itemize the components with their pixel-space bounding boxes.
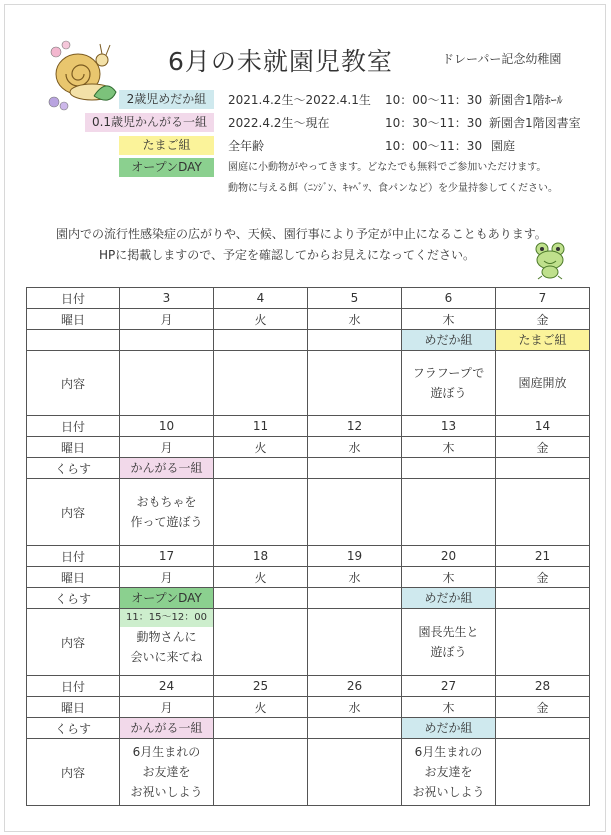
weekday-cell: 水 <box>308 567 402 588</box>
date-cell: 25 <box>214 676 308 697</box>
date-cell: 11 <box>214 416 308 437</box>
content-line: 園長先生と <box>418 625 479 639</box>
content-line: 動物さんに <box>136 630 197 644</box>
weekday-row <box>27 309 590 330</box>
content-cell <box>402 351 496 416</box>
weekday-cell: 金 <box>496 697 590 718</box>
content-cell <box>402 609 496 676</box>
weekday-row <box>27 437 590 458</box>
content-cell <box>308 609 402 676</box>
weekday-cell: 火 <box>214 309 308 330</box>
weekday-cell: 火 <box>214 437 308 458</box>
date-label: 日付 <box>27 546 120 567</box>
openday-note-2: 動物に与える餌（ﾆﾝｼﾞﾝ、ｷｬﾍﾞﾂ、食パンなど）を少量持参してください。 <box>228 183 558 194</box>
class-tag-tamago: たまご組 <box>119 136 214 155</box>
content-line: フラフープで <box>412 366 485 380</box>
date-cell: 20 <box>402 546 496 567</box>
date-cell: 21 <box>496 546 590 567</box>
class-cell <box>402 330 496 351</box>
class-row <box>27 718 590 739</box>
weekday-cell: 木 <box>402 309 496 330</box>
content-cell <box>496 351 590 416</box>
notice-line-1: 園内での流行性感染症の広がりや、天候、園行事により予定が中止になることもあります。 <box>56 227 547 241</box>
class-cell <box>120 330 214 351</box>
content-line: お友達を <box>424 765 473 779</box>
class-cell <box>402 718 496 739</box>
weekday-label: 曜日 <box>27 309 120 330</box>
class-cell <box>120 718 214 739</box>
date-label: 日付 <box>27 288 120 309</box>
class-time-kangaroo: 10：30～11：30 <box>385 116 483 130</box>
weekday-cell: 金 <box>496 437 590 458</box>
content-cell <box>120 739 214 806</box>
weekday-cell: 月 <box>120 697 214 718</box>
weekday-cell: 水 <box>308 697 402 718</box>
content-line: 6月生まれの <box>414 745 483 759</box>
class-cell <box>214 330 308 351</box>
weekday-cell: 水 <box>308 309 402 330</box>
class-cell <box>308 458 402 479</box>
schedule-table <box>26 287 590 806</box>
weekday-label: 曜日 <box>27 437 120 458</box>
content-cell <box>120 479 214 546</box>
content-label: 内容 <box>27 479 120 546</box>
content-cell <box>308 739 402 806</box>
class-place-tamago: 園庭 <box>491 139 516 153</box>
weekday-row <box>27 697 590 718</box>
content-row <box>27 609 590 676</box>
content-cell <box>214 739 308 806</box>
date-row <box>27 288 590 309</box>
content-cell <box>496 609 590 676</box>
content-label: 内容 <box>27 739 120 806</box>
date-cell: 10 <box>120 416 214 437</box>
class-badge: オープンDAY <box>120 588 213 608</box>
weekday-cell: 月 <box>120 567 214 588</box>
class-cell <box>120 458 214 479</box>
content-line: 園庭開放 <box>518 376 567 390</box>
class-place-medaka: 新園舎1階ﾎｰﾙ <box>489 93 563 107</box>
date-cell: 6 <box>402 288 496 309</box>
class-cell <box>308 588 402 609</box>
weekday-row <box>27 567 590 588</box>
date-cell: 4 <box>214 288 308 309</box>
content-line: おもちゃを <box>136 495 197 509</box>
openday-note-1: 園庭に小動物がやってきます。どなたでも無料でご参加いただけます。 <box>228 162 547 173</box>
content-cell <box>496 739 590 806</box>
weekday-cell: 金 <box>496 309 590 330</box>
content-line: 作って遊ぼう <box>130 515 203 529</box>
date-cell: 17 <box>120 546 214 567</box>
date-row <box>27 676 590 697</box>
class-label: くらす <box>27 718 120 739</box>
class-cell <box>496 330 590 351</box>
class-cell <box>496 718 590 739</box>
class-badge: めだか組 <box>402 718 495 738</box>
frog-mascot-icon <box>530 240 570 280</box>
class-time-medaka: 10：00～11：30 <box>385 93 483 107</box>
date-cell: 27 <box>402 676 496 697</box>
weekday-cell: 火 <box>214 697 308 718</box>
weekday-label: 曜日 <box>27 697 120 718</box>
notice-line-2: HPに掲載しますので、予定を確認してからお見えになってください。 <box>99 248 476 262</box>
weekday-cell: 木 <box>402 437 496 458</box>
class-badge: たまご組 <box>496 330 589 350</box>
class-badge: かんがる一組 <box>120 718 213 738</box>
school-name: ドレーパー記念幼稚園 <box>442 52 562 66</box>
class-place-kangaroo: 新園舎1階図書室 <box>489 116 581 130</box>
content-label: 内容 <box>27 351 120 416</box>
class-label: くらす <box>27 588 120 609</box>
page-title: 6月の未就園児教室 <box>168 47 393 76</box>
class-eligibility-tamago: 全年齢 <box>228 139 265 153</box>
class-cell <box>496 588 590 609</box>
class-cell <box>214 458 308 479</box>
date-cell: 14 <box>496 416 590 437</box>
date-cell: 28 <box>496 676 590 697</box>
class-cell <box>496 458 590 479</box>
class-tag-openday: オープンDAY <box>119 158 214 177</box>
date-cell: 5 <box>308 288 402 309</box>
content-line: 会いに来てね <box>130 650 203 664</box>
content-cell <box>496 479 590 546</box>
class-cell <box>214 718 308 739</box>
content-cell <box>120 351 214 416</box>
content-cell <box>402 479 496 546</box>
date-row <box>27 546 590 567</box>
snail-mascot-icon <box>46 36 118 112</box>
class-label <box>27 330 120 351</box>
content-row <box>27 479 590 546</box>
content-cell <box>214 351 308 416</box>
date-label: 日付 <box>27 416 120 437</box>
class-tag-kangaroo: 0.1歳児かんがる一組 <box>85 113 214 132</box>
content-line: 遊ぼう <box>430 386 467 400</box>
weekday-cell: 木 <box>402 567 496 588</box>
content-line: お友達を <box>142 765 191 779</box>
weekday-cell: 月 <box>120 437 214 458</box>
date-cell: 24 <box>120 676 214 697</box>
class-row <box>27 458 590 479</box>
content-row <box>27 739 590 806</box>
date-cell: 12 <box>308 416 402 437</box>
class-badge: めだか組 <box>402 330 495 350</box>
class-cell <box>120 588 214 609</box>
content-cell <box>402 739 496 806</box>
weekday-cell: 木 <box>402 697 496 718</box>
date-cell: 7 <box>496 288 590 309</box>
content-cell <box>308 351 402 416</box>
date-cell: 26 <box>308 676 402 697</box>
weekday-label: 曜日 <box>27 567 120 588</box>
weekday-cell: 金 <box>496 567 590 588</box>
class-row <box>27 588 590 609</box>
content-line: お祝いしよう <box>130 785 203 799</box>
weekday-cell: 火 <box>214 567 308 588</box>
content-row <box>27 351 590 416</box>
content-line: 6月生まれの <box>132 745 201 759</box>
class-time-tamago: 10：00～11：30 <box>385 139 483 153</box>
class-label: くらす <box>27 458 120 479</box>
class-badge: かんがる一組 <box>120 458 213 478</box>
class-row <box>27 330 590 351</box>
date-cell: 3 <box>120 288 214 309</box>
class-cell <box>402 588 496 609</box>
class-tag-medaka: 2歳児めだか組 <box>119 90 214 109</box>
date-label: 日付 <box>27 676 120 697</box>
content-cell <box>120 609 214 676</box>
class-eligibility-medaka: 2021.4.2生～2022.4.1生 <box>228 93 371 107</box>
content-label: 内容 <box>27 609 120 676</box>
content-cell <box>308 479 402 546</box>
class-badge: めだか組 <box>402 588 495 608</box>
date-cell: 19 <box>308 546 402 567</box>
date-cell: 18 <box>214 546 308 567</box>
openday-time: 11：15～12：00 <box>120 609 213 627</box>
class-cell <box>308 330 402 351</box>
class-eligibility-kangaroo: 2022.4.2生～現在 <box>228 116 330 130</box>
class-cell <box>308 718 402 739</box>
content-cell <box>214 609 308 676</box>
content-line: 遊ぼう <box>430 645 467 659</box>
class-cell <box>214 588 308 609</box>
weekday-cell: 月 <box>120 309 214 330</box>
date-cell: 13 <box>402 416 496 437</box>
content-line: お祝いしよう <box>412 785 485 799</box>
weekday-cell: 水 <box>308 437 402 458</box>
date-row <box>27 416 590 437</box>
content-cell <box>214 479 308 546</box>
class-cell <box>402 458 496 479</box>
